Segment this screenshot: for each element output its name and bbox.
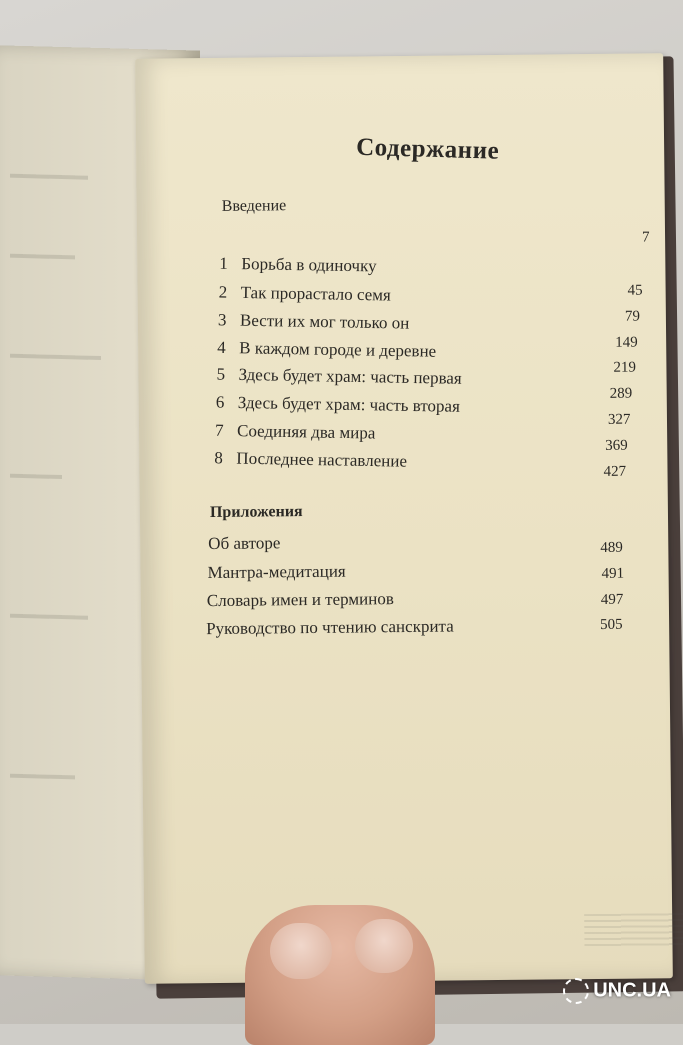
- chapter-page: 79: [624, 308, 640, 325]
- chapter-page: 369: [605, 437, 628, 454]
- chapter-page: 327: [607, 411, 631, 428]
- intro-label: Введение: [221, 197, 287, 215]
- chapter-page: 427: [603, 463, 627, 480]
- watermark: [563, 978, 671, 1004]
- appendix-page: 489: [600, 539, 623, 556]
- appendix-page: 491: [601, 565, 625, 582]
- list-item: 6 Здесь будет храм: часть вторая: [215, 392, 461, 416]
- list-item: 1 Борьба в одиночку: [219, 253, 377, 276]
- list-item: 8 Последнее наставление: [214, 448, 408, 471]
- appendix-title: Приложения: [209, 503, 303, 522]
- intro-page: 7: [641, 229, 650, 246]
- appendix-page: 505: [600, 616, 623, 633]
- list-item: 4 В каждом городе и деревне: [217, 337, 437, 361]
- chapter-page: 149: [615, 334, 638, 351]
- chapter-page: 219: [613, 359, 637, 376]
- list-item: 3 Вести их мог только он: [217, 310, 410, 333]
- list-item: Мантра-медитация: [207, 561, 346, 583]
- appendix-page: 497: [600, 591, 624, 608]
- left-page: ▬▬▬▬▬▬ ▬▬▬▬▬ ▬▬▬▬▬▬▬ ▬▬▬▬ ▬▬▬▬▬▬ ▬▬▬▬▬: [0, 45, 200, 980]
- imprint-fine-print: [584, 912, 683, 948]
- list-item: 2 Так прорастало семя: [218, 282, 391, 305]
- list-item: 7 Соединяя два мира: [214, 420, 376, 443]
- chapter-page: 45: [627, 282, 643, 299]
- page-title: Содержание: [355, 133, 500, 165]
- holding-fingers: [245, 905, 435, 1045]
- contents-page: [135, 53, 673, 983]
- list-item: Словарь имен и терминов: [206, 589, 394, 611]
- list-item: 5 Здесь будет храм: часть первая: [216, 364, 462, 388]
- sunburst-icon: [563, 978, 589, 1004]
- list-item: Руководство по чтению санскрита: [206, 616, 454, 639]
- chapter-page: 289: [609, 385, 633, 402]
- list-item: Об авторе: [208, 533, 281, 554]
- watermark-text: UNC.UA: [593, 979, 671, 1002]
